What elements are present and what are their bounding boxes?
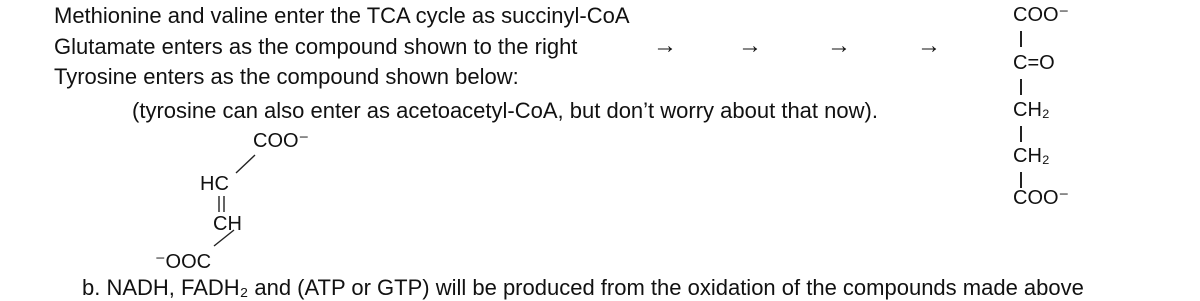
single-bond [236, 155, 255, 173]
right-arrow-icon: → [653, 32, 677, 59]
carbonyl-group: C=O [1013, 52, 1055, 74]
text-line-partial: b. NADH, FADH₂ and (ATP or GTP) will be produced from the oxidation of the compounds made above [82, 275, 1084, 300]
right-arrow-icon: → [827, 32, 851, 59]
methylene-group: CH₂ [1013, 145, 1050, 167]
methylene-group: CH₂ [1013, 99, 1050, 121]
text-line-acetoacetyl-note: (tyrosine can also enter as acetoacetyl-CoA, but don’t worry about that now). [132, 98, 878, 123]
carboxylate-bottom: ⁻OOC [155, 251, 212, 273]
methine-group: HC [200, 173, 229, 195]
methine-group: CH [213, 213, 242, 235]
carboxylate-top: COO⁻ [253, 130, 310, 152]
right-arrow-icon: → [917, 32, 941, 59]
carboxylate-top: COO⁻ [1013, 4, 1070, 26]
right-arrow-icon: → [738, 32, 762, 59]
text-line-methionine-valine: Methionine and valine enter the TCA cycle as succinyl-CoA [54, 3, 630, 28]
text-line-tyrosine: Tyrosine enters as the compound shown below: [54, 64, 519, 89]
carboxylate-bottom: COO⁻ [1013, 187, 1070, 209]
text-line-glutamate: Glutamate enters as the compound shown to the right [54, 34, 578, 59]
